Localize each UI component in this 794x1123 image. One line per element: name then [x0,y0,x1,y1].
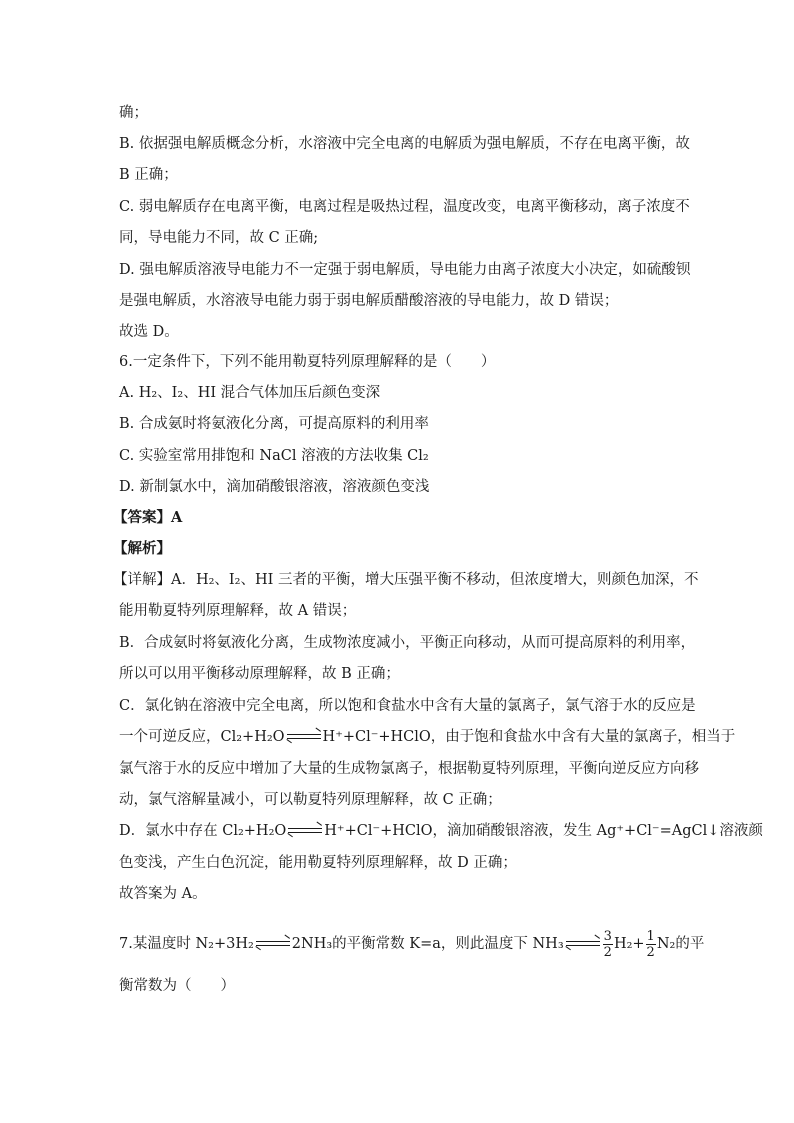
q7-stem-part-2: 2NH₃的平衡常数 K=a，则此温度下 NH₃ [291,936,564,952]
analysis-a-line-1: 【详解】A．H₂、I₂、HI 三者的平衡，增大压强平衡不移动，但浓度增大，则颜色加深，不 [113,572,699,588]
question-6-answer: 【答案】A [113,509,183,526]
prev-answer-conclusion: 故选 D。 [119,324,179,340]
fraction-one-half: $\frac{1}{2}$ [646,928,655,960]
analysis-d-line-1-start: D．氯水中存在 Cl₂+H₂O [119,823,287,839]
q7-stem-part-1: 7.某温度时 N₂+3H₂ [119,936,254,952]
q7-stem-part-3: H₂+ [613,936,645,952]
analysis-d-line-1-end: H⁺+Cl⁻+HClO，滴加硝酸银溶液，发生 Ag⁺+Cl⁻=AgCl↓溶液颜 [324,823,763,839]
analysis-final-answer: 故答案为 A。 [119,886,207,902]
question-7-stem-line-1 [119,928,704,960]
analysis-c-line-1: C．氯化钠在溶液中完全电离，所以饱和食盐水中含有大量的氯离子，氯气溶于水的反应是 [119,698,696,714]
analysis-c-line-3: 氯气溶于水的反应中增加了大量的生成物氯离子，根据勒夏特列原理，平衡向逆反应方向移 [119,761,699,777]
question-6-option-b: B. 合成氨时将氨液化分离，可提高原料的利用率 [119,416,429,432]
analysis-a-line-2: 能用勒夏特列原理解释，故 A 错误； [119,603,357,619]
reversible-arrow-icon [566,940,600,948]
analysis-d-line-2: 色变浅，产生白色沉淀，能用勒夏特列原理解释，故 D 正确； [119,855,517,871]
analysis-c-line-2-end: H⁺+Cl⁻+HClO，由于饱和食盐水中含有大量的氯离子，相当于 [322,729,736,745]
question-7-stem-line-2: 衡常数为（ ） [119,978,235,994]
question-6-option-d: D. 新制氯水中，滴加硝酸银溶液，溶液颜色变浅 [119,479,430,495]
prev-answer-d-line-1: D. 强电解质溶液导电能力不一定强于弱电解质，导电能力由离子浓度大小决定，如硫酸钡 [119,262,691,278]
analysis-b-line-2: 所以可以用平衡移动原理解释，故 B 正确； [119,666,400,682]
prev-answer-b-line-1: B. 依据强电解质概念分析，水溶液中完全电离的电解质为强电解质，不存在电离平衡，故 [119,136,690,152]
reversible-arrow-icon [287,733,321,741]
analysis-c-line-4: 动，氯气溶解量减小，可以勒夏特列原理解释，故 C 正确； [119,792,502,808]
analysis-c-line-2 [119,727,735,747]
reversible-arrow-icon [256,940,290,948]
prev-answer-a-tail: 确； [119,105,148,121]
reversible-arrow-icon [288,827,322,835]
analysis-b-line-1: B．合成氨时将氨液化分离，生成物浓度减小，平衡正向移动，从而可提高原料的利用率， [119,635,696,651]
analysis-d-line-1 [119,821,763,841]
prev-answer-c-line-2: 同，导电能力不同，故 C 正确; [119,230,319,246]
question-6-stem: 6.一定条件下，下列不能用勒夏特列原理解释的是（ ） [119,354,496,370]
q7-stem-part-4: N₂的平 [656,936,705,952]
question-6-option-a: A. H₂、I₂、HI 混合气体加压后颜色变深 [119,385,381,401]
analysis-c-line-2-start: 一个可逆反应，Cl₂+H₂O [119,729,285,745]
question-6-analysis-heading: 【解析】 [113,540,171,557]
prev-answer-c-line-1: C. 弱电解质存在电离平衡，电离过程是吸热过程，温度改变，电离平衡移动，离子浓度不 [119,199,690,215]
question-6-option-c: C. 实验室常用排饱和 NaCl 溶液的方法收集 Cl₂ [119,448,429,464]
fraction-three-halves: $\frac{3}{2}$ [603,928,612,960]
prev-answer-d-line-2: 是强电解质，水溶液导电能力弱于弱电解质醋酸溶液的导电能力，故 D 错误； [119,293,619,309]
prev-answer-b-line-2: B 正确； [119,167,178,183]
